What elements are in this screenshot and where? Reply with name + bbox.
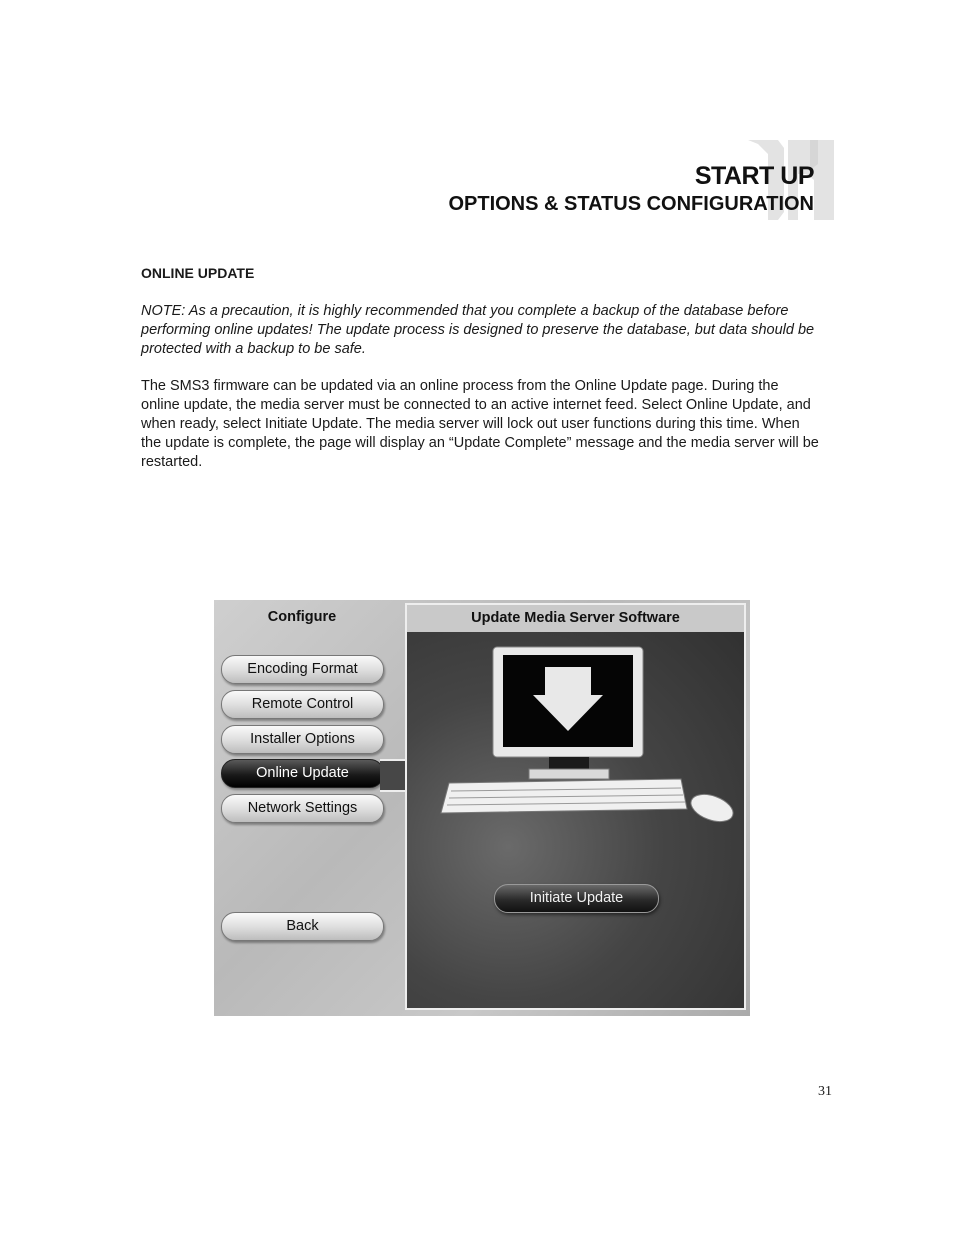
back-button[interactable]: Back — [221, 912, 384, 941]
note-paragraph: NOTE: As a precaution, it is highly recommended that you complete a backup of the database before performing online updates! The update process is designed to preserve the database, but data should be protected with a backup to be safe. — [141, 303, 815, 357]
initiate-update-button[interactable]: Initiate Update — [494, 884, 659, 913]
page-subtitle: OPTIONS & STATUS CONFIGURATION — [448, 193, 814, 215]
page-title: START UP — [694, 162, 814, 190]
active-tab-connector — [380, 759, 406, 792]
installer-options-button[interactable]: Installer Options — [221, 725, 384, 754]
page-number: 31 — [818, 1084, 832, 1099]
body-paragraph: The SMS3 firmware can be updated via an online process from the Online Update page. During the online update, the media server must be connected to an active internet feed. Select Online Update, and when ready, select Initiate Update. The media server will lock out user functions during this time. When the update is complete, the page will display an “Update Complete” message and the media server will be restarted. — [141, 378, 819, 470]
network-settings-button[interactable]: Network Settings — [221, 794, 384, 823]
update-panel — [405, 603, 746, 1010]
configure-title: Configure — [267, 609, 337, 625]
computer-download-icon — [437, 645, 737, 835]
online-update-button[interactable]: Online Update — [221, 759, 384, 788]
section-heading: ONLINE UPDATE — [141, 265, 255, 281]
online-update-screenshot — [214, 600, 750, 1016]
remote-control-button[interactable]: Remote Control — [221, 690, 384, 719]
encoding-format-button[interactable]: Encoding Format — [221, 655, 384, 684]
panel-title: Update Media Server Software — [407, 605, 744, 632]
